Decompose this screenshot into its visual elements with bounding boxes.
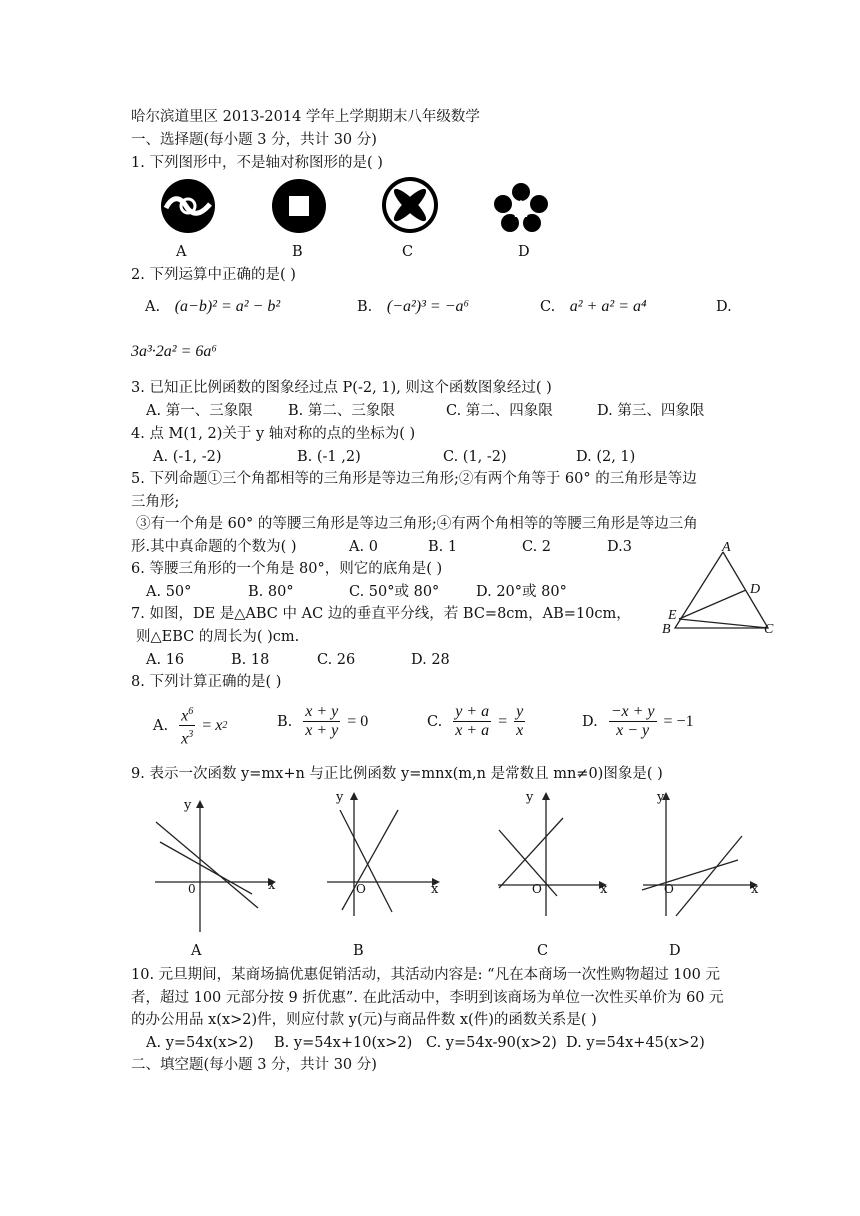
q9-label-c: C bbox=[537, 943, 549, 959]
q3-option-a: A. 第一、三象限 bbox=[146, 403, 253, 419]
q8-option-b-expr: $\frac{x + y}{x + y}$ = 0 bbox=[305, 703, 369, 739]
q8-option-b bbox=[277, 703, 368, 740]
q9-graph-c-y-label: y bbox=[526, 790, 534, 805]
q2-option-a-letter: A. bbox=[145, 299, 161, 315]
q6-option-a: A. 50° bbox=[146, 584, 192, 600]
q2-option-a-expr: (a−b)² = a² − b² bbox=[174, 298, 281, 315]
q10-option-b: B. y=54x+10(x>2) bbox=[274, 1035, 413, 1051]
q7-line-1: 7. 如图，DE 是△ABC 中 AC 边的垂直平分线，若 BC=8cm，AB=10cm， bbox=[131, 606, 631, 622]
q9-graph-a-origin: 0 bbox=[188, 882, 196, 896]
exam-title: 哈尔滨道里区 2013-2014 学年上学期期末八年级数学 bbox=[131, 109, 480, 125]
q9-label-a: A bbox=[191, 943, 202, 959]
q1-figure-a-icon bbox=[160, 178, 218, 234]
q9-graph-b bbox=[322, 790, 447, 920]
q7-line-2: 则△EBC 的周长为( )cm. bbox=[136, 629, 300, 645]
q4-option-a: A. (-1, -2) bbox=[153, 449, 222, 465]
q2-stem: 2. 下列运算中正确的是( ) bbox=[131, 267, 296, 283]
q8-option-a-letter: A. bbox=[153, 717, 169, 734]
q5-option-d: D.3 bbox=[607, 539, 632, 555]
q5-option-b: B. 1 bbox=[428, 539, 458, 555]
q1-label-c: C bbox=[402, 244, 414, 260]
q6-stem: 6. 等腰三角形的一个角是 80°，则它的底角是( ) bbox=[131, 561, 443, 577]
q6-option-c: C. 50°或 80° bbox=[349, 584, 440, 600]
q2-option-c-letter: C. bbox=[540, 299, 556, 315]
q9-graph-b-x-label: x bbox=[431, 882, 439, 897]
q8-option-b-letter: B. bbox=[277, 713, 293, 730]
q9-graph-c-x-label: x bbox=[600, 882, 608, 897]
q1-figure-d-icon bbox=[495, 182, 547, 232]
q4-option-c: C. (1, -2) bbox=[443, 449, 507, 465]
q9-graph-d-y-label: y bbox=[657, 790, 665, 805]
q2-option-c-expr: a² + a² = a⁴ bbox=[569, 298, 647, 315]
q9-graph-b-origin: O bbox=[356, 882, 366, 896]
q2-option-d-letter: D. bbox=[716, 299, 732, 315]
q5-line-2: 三角形; bbox=[131, 494, 180, 510]
q9-graph-a bbox=[150, 796, 280, 936]
q8-option-c-letter: C. bbox=[427, 713, 443, 730]
q6-option-b: B. 80° bbox=[248, 584, 294, 600]
q7-label-e: E bbox=[668, 608, 677, 623]
q9-graph-a-y-label: y bbox=[184, 798, 192, 813]
q5-line-3: ③有一个角是 60° 的等腰三角形是等边三角形;④有两个角相等的等腰三角形是等边三角 bbox=[136, 516, 698, 532]
q2-option-b-letter: B. bbox=[357, 299, 373, 315]
q8-option-d bbox=[582, 703, 694, 740]
q9-graph-c-origin: O bbox=[532, 882, 542, 896]
q10-option-c: C. y=54x-90(x>2) bbox=[426, 1035, 557, 1051]
q8-option-c-expr: $\frac{y + a}{x + a}$ = $\frac{y}{x}$ bbox=[455, 703, 524, 739]
q7-option-d: D. 28 bbox=[411, 652, 450, 668]
q4-option-d: D. (2, 1) bbox=[576, 449, 636, 465]
q6-option-d: D. 20°或 80° bbox=[476, 584, 567, 600]
q7-triangle-figure bbox=[660, 540, 780, 640]
q1-figure-c-icon bbox=[381, 176, 439, 234]
q5-option-c: C. 2 bbox=[522, 539, 552, 555]
q10-line-2: 者，超过 100 元部分按 9 折优惠”. 在此活动中，李明到该商场为单位一次性买单价为 60 元 bbox=[131, 990, 724, 1006]
q7-label-c: C bbox=[764, 622, 774, 637]
q3-option-c: C. 第二、四象限 bbox=[446, 403, 553, 419]
q7-label-d: D bbox=[750, 582, 761, 597]
q2-option-c bbox=[540, 297, 647, 317]
q1-label-d: D bbox=[518, 244, 530, 260]
q1-label-b: B bbox=[292, 244, 303, 260]
section-choice-heading: 一、选择题(每小题 3 分，共计 30 分) bbox=[131, 132, 377, 148]
q3-option-d: D. 第三、四象限 bbox=[597, 403, 705, 419]
q3-stem: 3. 已知正比例函数的图象经过点 P(-2, 1), 则这个函数图象经过( ) bbox=[131, 380, 552, 396]
q2-option-b bbox=[357, 297, 469, 317]
q8-option-a bbox=[153, 703, 227, 749]
q1-stem: 1. 下列图形中，不是轴对称图形的是( ) bbox=[131, 155, 383, 171]
q8-stem: 8. 下列计算正确的是( ) bbox=[131, 674, 282, 690]
q4-stem: 4. 点 M(1, 2)关于 y 轴对称的点的坐标为( ) bbox=[131, 426, 416, 442]
q8-option-c bbox=[427, 703, 528, 740]
q7-option-a: A. 16 bbox=[146, 652, 185, 668]
q9-label-b: B bbox=[353, 943, 364, 959]
q5-line-4: 形.其中真命题的个数为( ) bbox=[131, 539, 297, 555]
q9-graph-a-x-label: x bbox=[268, 878, 276, 893]
q7-label-a: A bbox=[722, 540, 731, 555]
q8-option-d-expr: $\frac{-x + y}{x - y}$ = −1 bbox=[610, 703, 694, 739]
q7-option-c: C. 26 bbox=[317, 652, 356, 668]
q5-option-a: A. 0 bbox=[349, 539, 378, 555]
q10-line-3: 的办公用品 x(x>2)件，则应付款 y(元)与商品件数 x(件)的函数关系是( ) bbox=[131, 1012, 597, 1028]
q1-figure-b-icon bbox=[271, 178, 327, 234]
q9-stem: 9. 表示一次函数 y=mx+n 与正比例函数 y=mnx(m,n 是常数且 mn≠0)图象是( ) bbox=[131, 766, 663, 782]
q9-graph-b-y-label: y bbox=[336, 790, 344, 805]
q7-label-b: B bbox=[662, 622, 671, 637]
q2-option-a bbox=[145, 297, 280, 317]
q10-option-a: A. y=54x(x>2) bbox=[146, 1035, 254, 1051]
q5-line-1: 5. 下列命题①三个角都相等的三角形是等边三角形;②有两个角等于 60° 的三角形是等边 bbox=[131, 471, 697, 487]
q9-graph-d-origin: O bbox=[664, 882, 674, 896]
section-fill-heading: 二、填空题(每小题 3 分，共计 30 分) bbox=[131, 1057, 377, 1073]
q8-option-a-expr: $\frac{x^6}{x^3}$ = x 2 bbox=[176, 703, 227, 749]
q1-label-a: A bbox=[176, 244, 187, 260]
q8-option-d-letter: D. bbox=[582, 713, 598, 730]
q9-graph-d bbox=[638, 790, 766, 920]
q7-option-b: B. 18 bbox=[231, 652, 270, 668]
q2-option-d-expr: 3a³·2a² = 6a⁶ bbox=[131, 343, 217, 360]
q9-label-d: D bbox=[669, 943, 681, 959]
q3-option-b: B. 第二、三象限 bbox=[288, 403, 395, 419]
q9-graph-c bbox=[493, 790, 615, 920]
q9-graph-d-x-label: x bbox=[751, 882, 759, 897]
q2-option-b-expr: (−a²)³ = −a⁶ bbox=[386, 298, 470, 315]
q10-option-d: D. y=54x+45(x>2) bbox=[566, 1035, 705, 1051]
q10-line-1: 10. 元旦期间，某商场搞优惠促销活动，其活动内容是: “凡在本商场一次性购物超过 100 元 bbox=[131, 967, 720, 983]
q4-option-b: B. (-1 ,2) bbox=[297, 449, 361, 465]
